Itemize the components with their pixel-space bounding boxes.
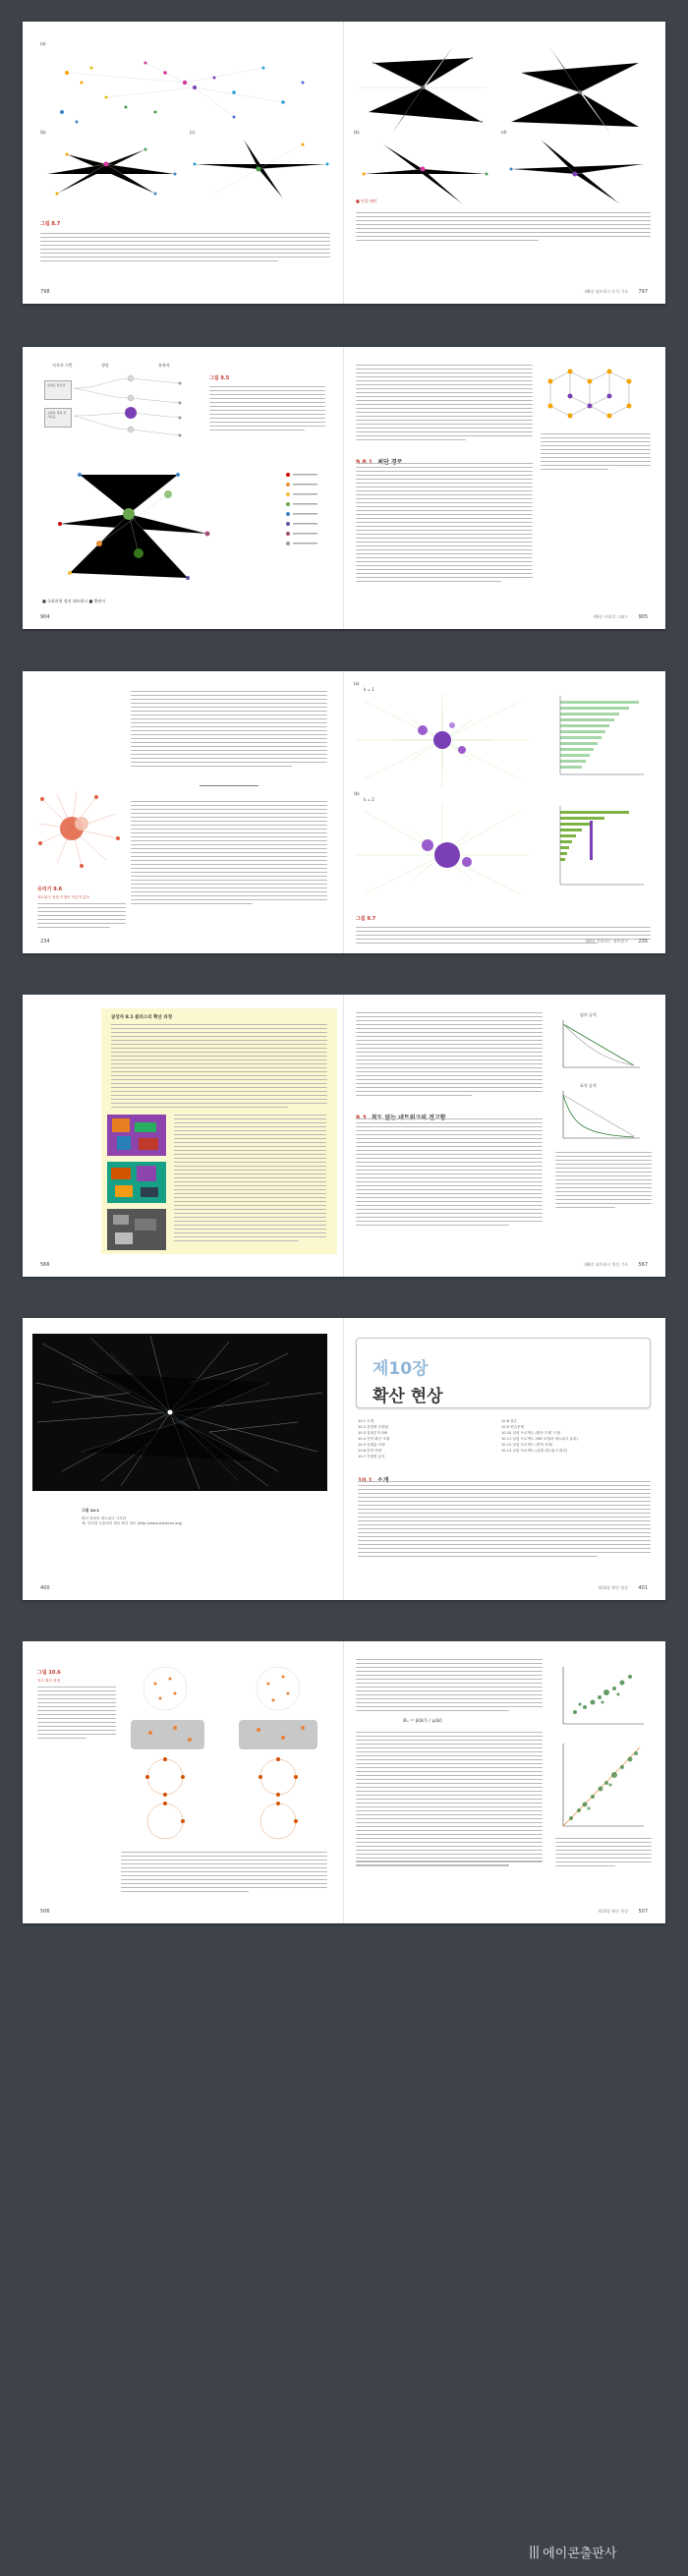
spread-3-left-page — [23, 671, 344, 953]
chapter-number: 제10장 — [373, 1359, 429, 1379]
star-network-figure — [37, 789, 121, 868]
spread-3-left-text-1 — [131, 691, 327, 770]
spread-6-left-page — [23, 1641, 344, 1923]
legend-label: ■ 연결 패턴 — [356, 199, 377, 203]
page-number: 235 — [638, 939, 648, 945]
spread-5-right-page — [344, 1318, 665, 1600]
column-header: 유권자 — [158, 363, 170, 368]
figure-caption-label: 그림 10.1 — [82, 1508, 100, 1513]
large-network-figure — [40, 455, 237, 593]
toc-item[interactable]: 10.7 전염병 분석 — [358, 1455, 385, 1459]
page-number: 797 — [638, 289, 648, 295]
network-figure-gray-2 — [501, 43, 649, 137]
panel-label-b-right: (b) — [354, 130, 360, 135]
toc-item[interactable]: 10.11 실험 프로젝트 (SIR 모델과 네트워크 효과) — [501, 1437, 578, 1441]
running-head: 제9장 진화하는 네트워크 — [585, 939, 628, 944]
toc-item[interactable]: 10.1 소개 — [358, 1419, 374, 1423]
subplot-label: k = 1 — [364, 687, 374, 692]
toc-item[interactable]: 10.4 전역 확산 모델 — [358, 1437, 390, 1441]
page-number: 401 — [638, 1585, 648, 1591]
decay-plot-2 — [555, 1087, 644, 1146]
toc-item[interactable]: 10.8 결론 — [501, 1419, 518, 1423]
publisher-logo-text: 에이콘출판사 — [543, 2546, 617, 2561]
panel-label-c: (c) — [190, 130, 196, 135]
spread-6-left-text — [121, 1852, 327, 1895]
spread-4-right-text-1 — [356, 1012, 543, 1099]
toc-item[interactable]: 10.6 면역 전략 — [358, 1449, 382, 1453]
spread-2-right-text-top — [356, 365, 533, 443]
page-number: 904 — [40, 614, 50, 620]
spread-4-right-text-2 — [356, 1118, 543, 1229]
spread-2-left-sidenote — [209, 365, 325, 433]
running-head: 제9장 사회적 그래프 — [593, 614, 628, 619]
spread-5 — [23, 1318, 665, 1600]
spread-3-left-text-2 — [131, 801, 327, 907]
publisher-logo — [529, 2544, 647, 2559]
info-box-title: 클러스터 확산 과정 — [135, 1015, 173, 1020]
legend-dots — [283, 470, 322, 568]
figure-footer-label: ■ 국회의원 정치 네트워크 ■ 출판사 — [42, 599, 106, 603]
scatter-plot-2 — [555, 1740, 649, 1833]
subplot-label: k = 2 — [364, 797, 374, 802]
caption-line: 예: 인터넷 사용자의 정보 확산 경로 (http://www.wikiscan.org) — [82, 1521, 183, 1525]
caption-line: 확산 과정의 네트워크 시각화 — [82, 1517, 127, 1520]
toc-item[interactable]: 10.13 실험 프로젝트 (실제 네트워크 확산) — [501, 1449, 568, 1453]
spread-3 — [23, 671, 665, 953]
info-box — [101, 1008, 337, 1254]
toc-item[interactable]: 10.3 결정론적 SIR — [358, 1431, 388, 1435]
spread-5-left-page — [23, 1318, 344, 1600]
toc-item[interactable]: 10.12 실험 프로젝트 (면역 전략) — [501, 1443, 553, 1447]
decay-plot-1 — [555, 1016, 644, 1075]
page-number: 567 — [638, 1262, 648, 1268]
info-box-text-2 — [174, 1115, 326, 1243]
network-figure-c — [185, 135, 332, 203]
spread-1-right-text — [356, 212, 651, 244]
figure-caption-label: 그림 8.7 — [40, 221, 61, 227]
network-figure-colored-2 — [501, 135, 649, 208]
spread-2-right-text-bottom — [356, 463, 533, 585]
spread-4-right-page — [344, 995, 665, 1277]
info-box-text-1 — [111, 1024, 327, 1111]
network-figure-a — [37, 43, 332, 137]
toc-item[interactable]: 10.9 연습문제 — [501, 1425, 525, 1429]
toc-item[interactable]: 10.5 임계값 모델 — [358, 1443, 385, 1447]
page-number: 506 — [40, 1909, 50, 1915]
mosaic-image-1 — [107, 1115, 166, 1156]
spread-3-right-page — [344, 671, 665, 953]
page-number: 798 — [40, 289, 50, 295]
network-photo-graphic — [32, 1334, 327, 1491]
network-figure-colored — [354, 135, 491, 208]
spread-6-right-text-2 — [356, 1732, 543, 1868]
histogram-1 — [550, 691, 649, 789]
figure-caption-label: 유리기 9.6 — [37, 887, 63, 892]
panel-label-d-right: (d) — [501, 130, 507, 135]
figure-caption-label: 그림 9.5 — [209, 375, 230, 381]
running-head: 제10장 확산 현상 — [598, 1909, 628, 1914]
page-number: 400 — [40, 1585, 50, 1591]
spread-1-left-page — [23, 22, 344, 304]
photo-caption — [82, 1497, 327, 1526]
column-header: 정당 — [101, 363, 109, 368]
spread-4 — [23, 995, 665, 1277]
running-head: 제8장 네트워크 생성 기초 — [584, 1262, 628, 1267]
caption-sub: 지도 확산 과정 — [37, 1679, 61, 1683]
running-head: 제10장 확산 현상 — [598, 1585, 628, 1590]
panel-label-a: (a) — [40, 41, 46, 46]
figure-caption-label: 그림 9.7 — [356, 916, 376, 922]
scatter-plot-1 — [555, 1663, 649, 1732]
panel-label-b: (b) — [40, 130, 46, 135]
plot-label: 표적 공격 — [580, 1083, 597, 1088]
page-number: 507 — [638, 1909, 648, 1915]
histogram-2 — [550, 801, 649, 899]
spread-1-right-page — [344, 22, 665, 304]
panel-label-b: (b) — [354, 791, 360, 796]
node-box: 공화당 정치 선거운동 — [44, 408, 72, 428]
spread-2-right-sidenote — [541, 433, 651, 473]
equation-block — [190, 779, 268, 793]
spread-6-right-text-1 — [356, 1659, 543, 1714]
info-box-label: 글상자 8.1 — [111, 1015, 134, 1020]
spread-2 — [23, 347, 665, 629]
spread-6-right-sidenote — [555, 1838, 652, 1869]
page-number: 566 — [40, 1262, 50, 1268]
spread-6-right-page — [344, 1641, 665, 1923]
column-header: 지지자 기반 — [52, 363, 73, 368]
network-photo — [32, 1334, 327, 1491]
spread-4-left-page — [23, 995, 344, 1277]
caption-sub: 네트워크 성장 모형의 이론적 분포 — [37, 895, 90, 899]
page-number: 905 — [638, 614, 648, 620]
network-figure-gray — [354, 43, 491, 137]
spread-6 — [23, 1641, 665, 1923]
spread-2-right-page — [344, 347, 665, 629]
spread-1-left-caption — [40, 210, 330, 264]
running-head: 제8장 네트워크 분석 기초 — [584, 289, 628, 294]
figure-caption-label: 그림 10.6 — [37, 1670, 61, 1676]
mosaic-image-3 — [107, 1209, 166, 1250]
chapter-toc-left — [358, 1418, 495, 1460]
chapter-title-box — [356, 1338, 651, 1408]
spread-6-left-sidenote — [37, 1659, 116, 1742]
lattice-diagram — [541, 367, 639, 426]
chapter-toc-right — [501, 1418, 654, 1454]
spread-4-right-sidenote — [555, 1152, 652, 1211]
formula: Rₒ = β⟨k²⟩ / μ⟨k⟩ — [403, 1718, 442, 1724]
spread-2-left-page — [23, 347, 344, 629]
spread-1 — [23, 22, 665, 304]
spread-5-right-text — [358, 1481, 651, 1560]
info-box-heading — [111, 1014, 172, 1020]
panel-label-a: (a) — [354, 681, 360, 686]
chapter-title: 확산 현상 — [373, 1387, 443, 1406]
publisher-logo-mark-icon: ||| — [529, 2544, 540, 2559]
network-simulation-2 — [354, 801, 531, 899]
node-box: 당대표 자민당 — [44, 380, 72, 400]
page-number: 234 — [40, 939, 50, 945]
spread-3-left-caption — [37, 876, 126, 931]
toc-item[interactable]: 10.10 실험 프로젝트 (확산 모델 구현) — [501, 1431, 561, 1435]
bipartite-diagram — [72, 369, 190, 447]
network-figure-b — [37, 135, 185, 203]
toc-item[interactable]: 10.2 전염병 모델링 — [358, 1425, 389, 1429]
plot-label: 임의 공격 — [580, 1012, 597, 1017]
mosaic-image-2 — [107, 1162, 166, 1203]
map-grid-figure — [121, 1659, 332, 1846]
network-simulation-1 — [354, 691, 531, 789]
